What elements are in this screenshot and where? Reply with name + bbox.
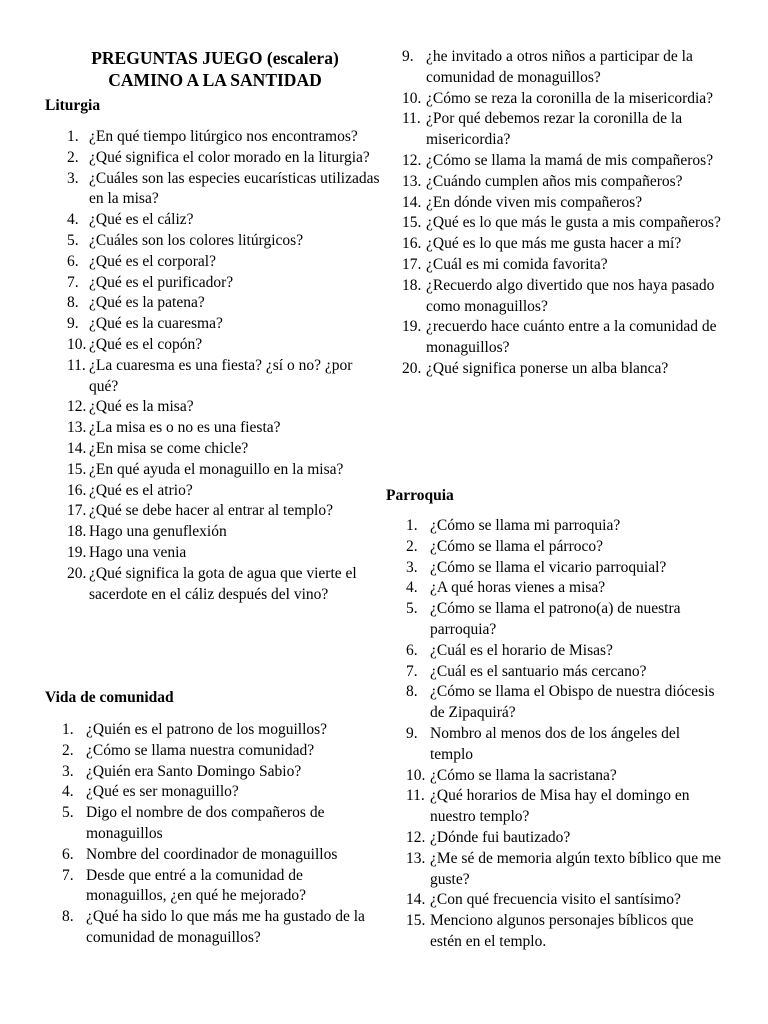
question-number: 7. [62, 866, 74, 884]
question-number: 8. [67, 294, 79, 312]
list-item [402, 359, 724, 380]
list-item [62, 741, 385, 762]
question-number: 10. [67, 335, 87, 353]
list-item [406, 682, 724, 724]
question-number: 12. [67, 398, 87, 416]
list-item [406, 724, 724, 766]
question-text: ¿Cómo se llama el patrono(a) de nuestra parroquia? [430, 600, 681, 638]
question-text: ¿Cuándo cumplen años mis compañeros? [426, 172, 683, 190]
list-item [402, 193, 724, 214]
question-number: 4. [406, 579, 418, 597]
question-text: ¿recuerdo hace cuánto entre a la comunidad de monaguillos? [426, 318, 717, 357]
question-number: 19. [67, 543, 87, 561]
question-number: 2. [406, 537, 418, 555]
list-item [67, 335, 385, 356]
question-text: ¿La cuaresma es una fiesta? ¿sí o no? ¿por qué? [89, 356, 353, 395]
question-text: ¿Qué significa el color morado en la liturgia? [89, 148, 370, 166]
question-text: ¿Qué ha sido lo que más me ha gustado de la comunidad de monaguillos? [86, 908, 365, 946]
parroquia-question-list [406, 516, 724, 953]
section-heading-vida-de-comunidad: Vida de comunidad [45, 689, 174, 706]
list-item [402, 172, 724, 193]
list-item [406, 890, 724, 911]
question-text: ¿Qué es el purificador? [89, 273, 234, 291]
question-number: 3. [62, 762, 74, 780]
list-item [67, 293, 385, 314]
question-number: 19. [402, 318, 422, 336]
list-item [406, 911, 724, 953]
question-text: ¿Cómo se llama el Obispo de nuestra diócesis de Zipaquirá? [430, 683, 715, 722]
list-item [402, 89, 724, 110]
question-text: Digo el nombre de dos compañeros de monaguillos [86, 804, 325, 842]
section-heading-liturgia: Liturgia [45, 97, 101, 114]
list-item [62, 845, 385, 866]
question-text: ¿Cuál es mi comida favorita? [426, 255, 608, 273]
list-item [67, 397, 385, 418]
question-number: 6. [62, 845, 74, 863]
question-number: 18. [67, 523, 87, 541]
question-number: 14. [402, 193, 422, 211]
list-item [67, 543, 385, 564]
question-text: ¿En dónde viven mis compañeros? [426, 193, 643, 211]
question-number: 20. [67, 564, 87, 582]
question-number: 16. [67, 481, 87, 499]
list-item [402, 317, 724, 359]
question-number: 9. [67, 315, 79, 333]
list-item [406, 786, 724, 828]
question-text: ¿Qué es lo que más le gusta a mis compañeros? [426, 214, 721, 232]
list-item [402, 47, 724, 89]
list-item [67, 418, 385, 439]
list-item [406, 578, 724, 599]
question-number: 7. [406, 662, 418, 680]
question-number: 15. [67, 460, 87, 478]
question-number: 5. [406, 600, 418, 618]
question-number: 11. [406, 787, 425, 805]
list-item [406, 516, 724, 537]
question-number: 5. [67, 231, 79, 249]
question-number: 1. [406, 517, 418, 534]
question-number: 5. [62, 804, 74, 822]
question-number: 13. [67, 419, 87, 437]
question-text: ¿Por qué debemos rezar la coronilla de la misericordia? [426, 110, 683, 149]
question-text: ¿Qué es el atrio? [89, 481, 193, 499]
question-number: 11. [402, 110, 421, 128]
question-number: 16. [402, 235, 422, 253]
question-text: ¿Cómo se llama la sacristana? [430, 766, 617, 784]
question-text: Menciono algunos personajes bíblicos que estén en el templo. [430, 912, 694, 950]
question-text: ¿Qué significa la gota de agua que vierte el sacerdote en el cáliz después del vino? [89, 564, 357, 603]
question-text: ¿Qué horarios de Misa hay el domingo en nuestro templo? [430, 787, 690, 826]
question-number: 11. [67, 356, 86, 374]
question-number: 10. [406, 766, 426, 784]
question-number: 2. [62, 741, 74, 759]
list-item [67, 356, 385, 398]
list-item [402, 151, 724, 172]
list-item [406, 766, 724, 787]
question-number: 12. [402, 151, 422, 169]
question-number: 1. [67, 128, 79, 145]
question-text: Hago una genuflexión [89, 523, 227, 541]
liturgia-question-list [67, 127, 385, 605]
question-text: ¿Quién es el patrono de los moguillos? [86, 721, 328, 738]
vida-de-comunidad-question-list-continued [402, 47, 724, 380]
list-item [67, 314, 385, 335]
question-number: 9. [406, 724, 418, 742]
question-number: 18. [402, 276, 422, 294]
question-number: 4. [67, 211, 79, 229]
question-text: ¿La misa es o no es una fiesta? [89, 419, 281, 437]
question-text: ¿Con qué frecuencia visito el santísimo? [430, 891, 681, 909]
question-text: ¿Qué se debe hacer al entrar al templo? [89, 502, 333, 520]
list-item [67, 481, 385, 502]
question-number: 8. [406, 683, 418, 701]
question-number: 8. [62, 908, 74, 926]
question-number: 17. [67, 502, 87, 520]
list-item [67, 460, 385, 481]
list-item [406, 828, 724, 849]
question-text: ¿Qué significa ponerse un alba blanca? [426, 359, 669, 377]
question-number: 14. [406, 891, 426, 909]
question-text: ¿Cuál es el santuario más cercano? [430, 662, 647, 680]
question-number: 12. [406, 828, 426, 846]
list-item [67, 148, 385, 169]
list-item [406, 558, 724, 579]
list-item [62, 907, 385, 949]
question-text: ¿Qué es ser monaguillo? [86, 783, 239, 801]
title-line-2: CAMINO A LA SANTIDAD [108, 70, 322, 90]
list-item [67, 252, 385, 273]
question-text: ¿Cómo se llama nuestra comunidad? [86, 741, 315, 759]
question-text: Hago una venia [89, 543, 187, 561]
question-text: ¿Cómo se reza la coronilla de la misericordia? [426, 89, 714, 107]
question-text: ¿Cómo se llama mi parroquia? [430, 517, 621, 534]
title-line-1: PREGUNTAS JUEGO (escalera) [91, 48, 339, 68]
list-item [67, 439, 385, 460]
list-item [402, 255, 724, 276]
question-text: ¿Me sé de memoria algún texto bíblico que me guste? [430, 849, 721, 888]
question-text: ¿Quién era Santo Domingo Sabio? [86, 762, 302, 780]
question-number: 3. [406, 558, 418, 576]
list-item [67, 127, 385, 148]
question-text: ¿Qué es lo que más me gusta hacer a mí? [426, 235, 682, 253]
list-item [62, 720, 385, 741]
question-text: ¿Cuáles son los colores litúrgicos? [89, 231, 304, 249]
list-item [406, 641, 724, 662]
question-number: 2. [67, 148, 79, 166]
question-text: ¿Qué es la misa? [89, 398, 194, 416]
question-number: 13. [402, 172, 422, 190]
list-item [62, 762, 385, 783]
list-item [402, 213, 724, 234]
document-title [45, 47, 385, 91]
section-heading-parroquia: Parroquia [386, 487, 454, 504]
question-text: ¿Cómo se llama el vicario parroquial? [430, 558, 667, 576]
list-item [402, 276, 724, 318]
question-number: 17. [402, 255, 422, 273]
question-number: 9. [402, 48, 414, 65]
question-text: ¿Dónde fui bautizado? [430, 828, 571, 846]
question-number: 20. [402, 359, 422, 377]
question-text: ¿Qué es el cáliz? [89, 211, 194, 229]
question-text: ¿Cómo se llama la mamá de mis compañeros? [426, 151, 714, 169]
question-number: 15. [406, 912, 426, 930]
question-number: 10. [402, 89, 422, 107]
question-number: 6. [67, 252, 79, 270]
question-text: ¿Cuál es el horario de Misas? [430, 641, 613, 659]
question-number: 14. [67, 439, 87, 457]
list-item [402, 109, 724, 151]
question-number: 7. [67, 273, 79, 291]
list-item [62, 782, 385, 803]
list-item [402, 234, 724, 255]
list-item [406, 849, 724, 891]
question-text: ¿Cómo se llama el párroco? [430, 537, 604, 555]
list-item [67, 564, 385, 606]
question-text: Desde que entré a la comunidad de monaguillos, ¿en qué he mejorado? [86, 866, 306, 905]
question-number: 4. [62, 783, 74, 801]
question-text: Nombre del coordinador de monaguillos [86, 845, 338, 863]
list-item [67, 273, 385, 294]
question-number: 15. [402, 214, 422, 232]
list-item [67, 522, 385, 543]
question-text: ¿A qué horas vienes a misa? [430, 579, 606, 597]
question-text: ¿En misa se come chicle? [89, 439, 249, 457]
list-item [62, 803, 385, 845]
list-item [67, 501, 385, 522]
question-number: 1. [62, 721, 74, 738]
question-number: 6. [406, 641, 418, 659]
question-text: ¿En qué tiempo litúrgico nos encontramos? [89, 128, 358, 145]
list-item [406, 599, 724, 641]
question-text: Nombro al menos dos de los ángeles del templo [430, 724, 681, 763]
list-item [406, 537, 724, 558]
question-number: 13. [406, 849, 426, 867]
list-item [67, 169, 385, 211]
question-text: ¿Qué es el copón? [89, 335, 203, 353]
list-item [67, 231, 385, 252]
list-item [62, 866, 385, 908]
question-text: ¿En qué ayuda el monaguillo en la misa? [89, 460, 344, 478]
list-item [406, 662, 724, 683]
vida-de-comunidad-question-list [62, 720, 385, 949]
question-text: ¿Qué es el corporal? [89, 252, 216, 270]
question-text: ¿Qué es la cuaresma? [89, 315, 223, 333]
question-text: ¿he invitado a otros niños a participar de la comunidad de monaguillos? [426, 48, 693, 86]
question-number: 3. [67, 169, 79, 187]
list-item [67, 210, 385, 231]
question-text: ¿Qué es la patena? [89, 294, 205, 312]
question-text: ¿Cuáles son las especies eucarísticas utilizadas en la misa? [89, 169, 380, 208]
question-text: ¿Recuerdo algo divertido que nos haya pasado como monaguillos? [426, 276, 715, 315]
